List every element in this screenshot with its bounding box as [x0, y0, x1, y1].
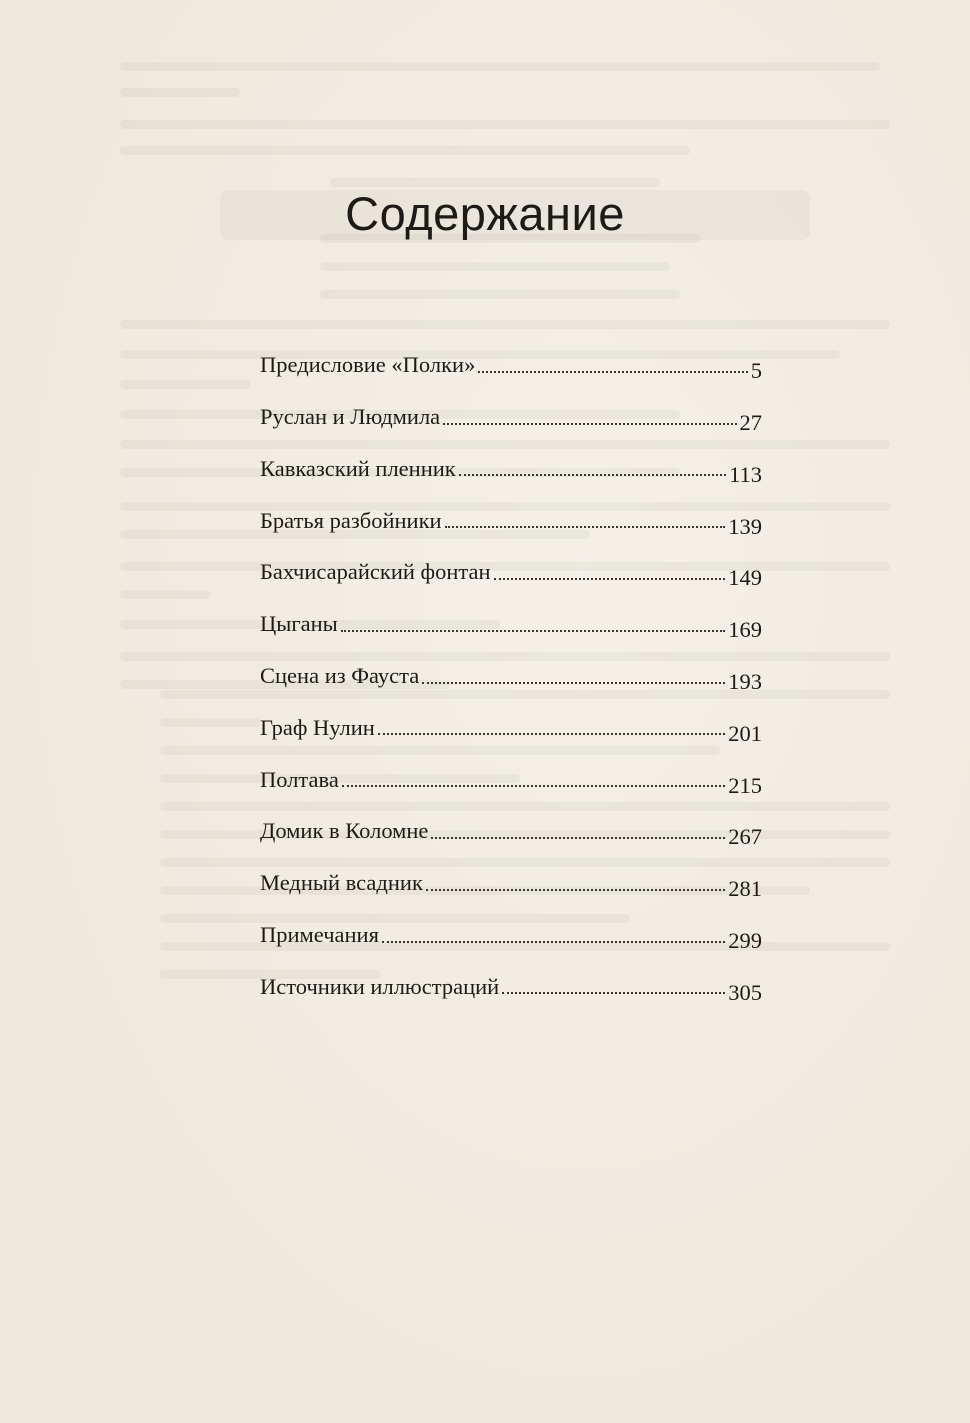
toc-entry-title: Полтава [260, 766, 339, 792]
toc-leader-dots [342, 784, 725, 787]
toc-entry-title: Руслан и Людмила [260, 404, 441, 430]
toc-entry [260, 947, 762, 1005]
toc-entry-title: Братья разбойники [260, 507, 442, 533]
page-title: Содержание [345, 187, 625, 240]
toc-leader-dots [431, 836, 725, 839]
toc-entry [260, 429, 762, 487]
toc-entry-title: Цыганы [260, 611, 338, 637]
table-of-contents [260, 325, 762, 1005]
toc-entry [260, 480, 762, 539]
toc-entry-title: Источники иллюстраций [260, 973, 500, 999]
toc-entry-title: Граф Нулин [260, 714, 375, 740]
toc-leader-dots [426, 888, 725, 891]
toc-entry [260, 791, 762, 850]
toc-entry [260, 377, 762, 436]
toc-entry-page-number: 193 [728, 669, 762, 695]
toc-entry [260, 688, 762, 746]
toc-entry-page-number: 169 [728, 617, 762, 643]
toc-leader-dots [378, 732, 725, 735]
toc-leader-dots [422, 681, 725, 684]
toc-entry [260, 584, 762, 643]
toc-entry [260, 532, 762, 591]
toc-leader-dots [502, 991, 725, 994]
toc-entry-title: Домик в Коломне [260, 818, 429, 844]
toc-entry [260, 739, 762, 798]
toc-entry-page-number: 113 [729, 461, 762, 487]
toc-leader-dots [445, 525, 726, 528]
toc-leader-dots [494, 577, 726, 580]
toc-entry-page-number: 201 [728, 720, 762, 746]
toc-entry [260, 895, 762, 954]
toc-entry-title: Предисловие «Полки» [260, 352, 476, 378]
toc-entry-page-number: 139 [728, 513, 762, 539]
toc-leader-dots [478, 370, 747, 373]
toc-leader-dots [382, 940, 725, 943]
toc-entry-title: Примечания [260, 922, 379, 948]
toc-entry-title: Бахчисарайский фонтан [260, 559, 491, 585]
toc-leader-dots [443, 422, 736, 425]
toc-entry-page-number: 267 [728, 824, 762, 850]
toc-entry-title: Сцена из Фауста [260, 663, 420, 689]
toc-leader-dots [341, 629, 726, 632]
toc-entry-page-number: 299 [728, 928, 762, 954]
toc-entry [260, 325, 762, 384]
toc-entry-page-number: 281 [728, 876, 762, 902]
toc-leader-dots [459, 473, 726, 476]
toc-entry [260, 843, 762, 902]
toc-entry-title: Медный всадник [260, 870, 423, 896]
toc-entry-page-number: 27 [739, 410, 762, 436]
toc-entry-page-number: 149 [728, 565, 762, 591]
toc-entry-title: Кавказский пленник [260, 455, 456, 481]
toc-entry-page-number: 215 [728, 772, 762, 798]
toc-entry [260, 636, 762, 695]
toc-entry-page-number: 5 [750, 358, 762, 384]
toc-entry-page-number: 305 [728, 979, 762, 1005]
